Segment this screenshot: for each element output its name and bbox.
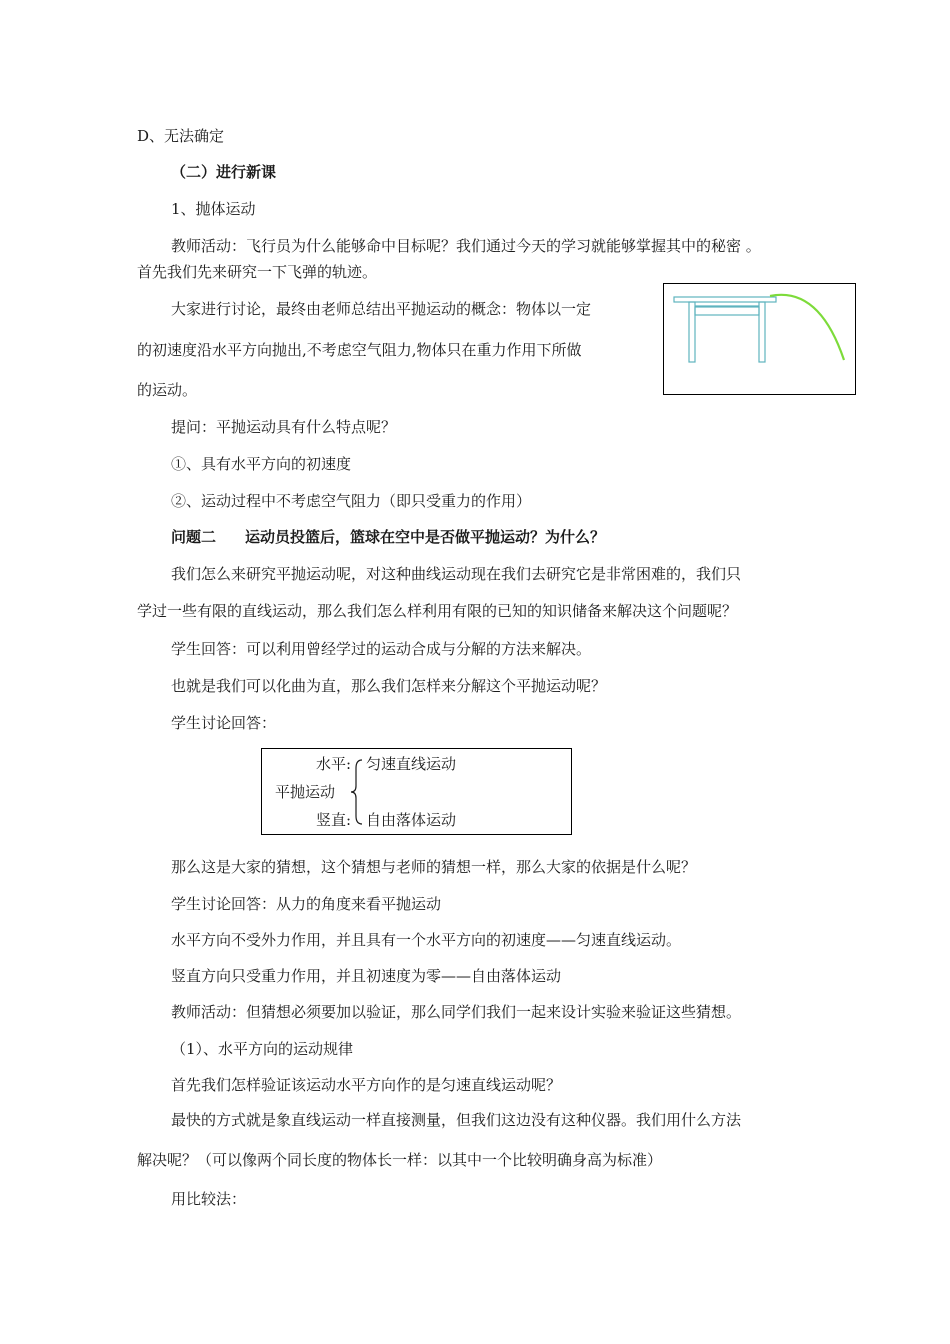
comparison-method-text: 用比较法：	[171, 1190, 247, 1208]
study-text: 我们怎么来研究平抛运动呢，对这种曲线运动现在我们去研究它是非常困难的，我们只	[171, 565, 742, 583]
fastest-method-text-cont: 解决呢？（可以像两个同长度的物体长一样：以其中一个比较明确身高为标准）	[137, 1151, 663, 1169]
teacher-activity-text: 教师活动：飞行员为什么能够命中目标呢？我们通过今天的学习就能够掌握其中的秘密 。	[171, 237, 761, 255]
study-text-cont: 学过一些有限的直线运动，那么我们怎么样利用有限的已知的知识储备来解决这个问题呢？	[137, 602, 738, 620]
student-discussion-answer: 学生讨论回答：	[171, 714, 277, 732]
student-answer: 学生回答：可以利用曾经学过的运动合成与分解的方法来解决。	[171, 640, 592, 658]
diagram-root: 平抛运动	[275, 783, 336, 801]
subsection-throwing-motion: 1、抛体运动	[171, 200, 256, 218]
problem-two-label: 问题二	[171, 528, 217, 546]
table-apron	[695, 307, 759, 315]
curve-to-straight-text: 也就是我们可以化曲为直，那么我们怎样来分解这个平抛运动呢？	[171, 677, 607, 695]
trajectory-curve	[770, 295, 844, 360]
option-d: D、无法确定	[137, 127, 225, 145]
guess-basis-text: 那么这是大家的猜想，这个猜想与老师的猜想一样，那么大家的依据是什么呢？	[171, 858, 697, 876]
table-leg-left	[689, 302, 695, 362]
horizontal-label: 水平:	[316, 755, 352, 773]
table-drawing	[674, 297, 776, 362]
curly-brace-icon	[350, 758, 364, 826]
verify-question-text: 首先我们怎样验证该运动水平方向作的是匀速直线运动呢？	[171, 1076, 562, 1094]
table-leg-right	[759, 302, 765, 362]
section-heading: （二）进行新课	[171, 163, 277, 181]
vertical-label: 竖直:	[316, 811, 352, 829]
discussion-text-cont: 的初速度沿水平方向抛出,不考虑空气阻力,物体只在重力作用下所做	[137, 341, 582, 359]
discussion-text-end: 的运动。	[137, 381, 198, 399]
force-view-text: 学生讨论回答：从力的角度来看平抛运动	[171, 895, 442, 913]
table-top	[674, 297, 776, 302]
subsection-horizontal-law: （1）、水平方向的运动规律	[171, 1040, 354, 1058]
question-features: 提问：平抛运动具有什么特点呢？	[171, 418, 397, 436]
feature-item-2: ②、运动过程中不考虑空气阻力（即只受重力的作用）	[171, 492, 532, 510]
problem-two-text: 运动员投篮后，篮球在空中是否做平抛运动？为什么？	[245, 528, 606, 546]
vertical-reason-text: 竖直方向只受重力作用，并且初速度为零——自由落体运动	[171, 967, 562, 985]
decomposition-diagram	[261, 748, 572, 835]
teacher-activity-text-cont: 首先我们先来研究一下飞弹的轨迹。	[137, 263, 378, 281]
vertical-motion: 自由落体运动	[366, 811, 457, 829]
fastest-method-text: 最快的方式就是象直线运动一样直接测量，但我们这边没有这种仪器。我们用什么方法	[171, 1111, 742, 1129]
feature-item-1: ①、具有水平方向的初速度	[171, 455, 352, 473]
projectile-table-figure	[663, 283, 856, 395]
teacher-verify-text: 教师活动：但猜想必须要加以验证，那么同学们我们一起来设计实验来验证这些猜想。	[171, 1003, 742, 1021]
horizontal-motion: 匀速直线运动	[366, 755, 457, 773]
horizontal-reason-text: 水平方向不受外力作用，并且具有一个水平方向的初速度——匀速直线运动。	[171, 931, 682, 949]
table-trajectory-illustration	[664, 284, 855, 394]
discussion-text: 大家进行讨论，最终由老师总结出平抛运动的概念：物体以一定	[171, 300, 592, 318]
